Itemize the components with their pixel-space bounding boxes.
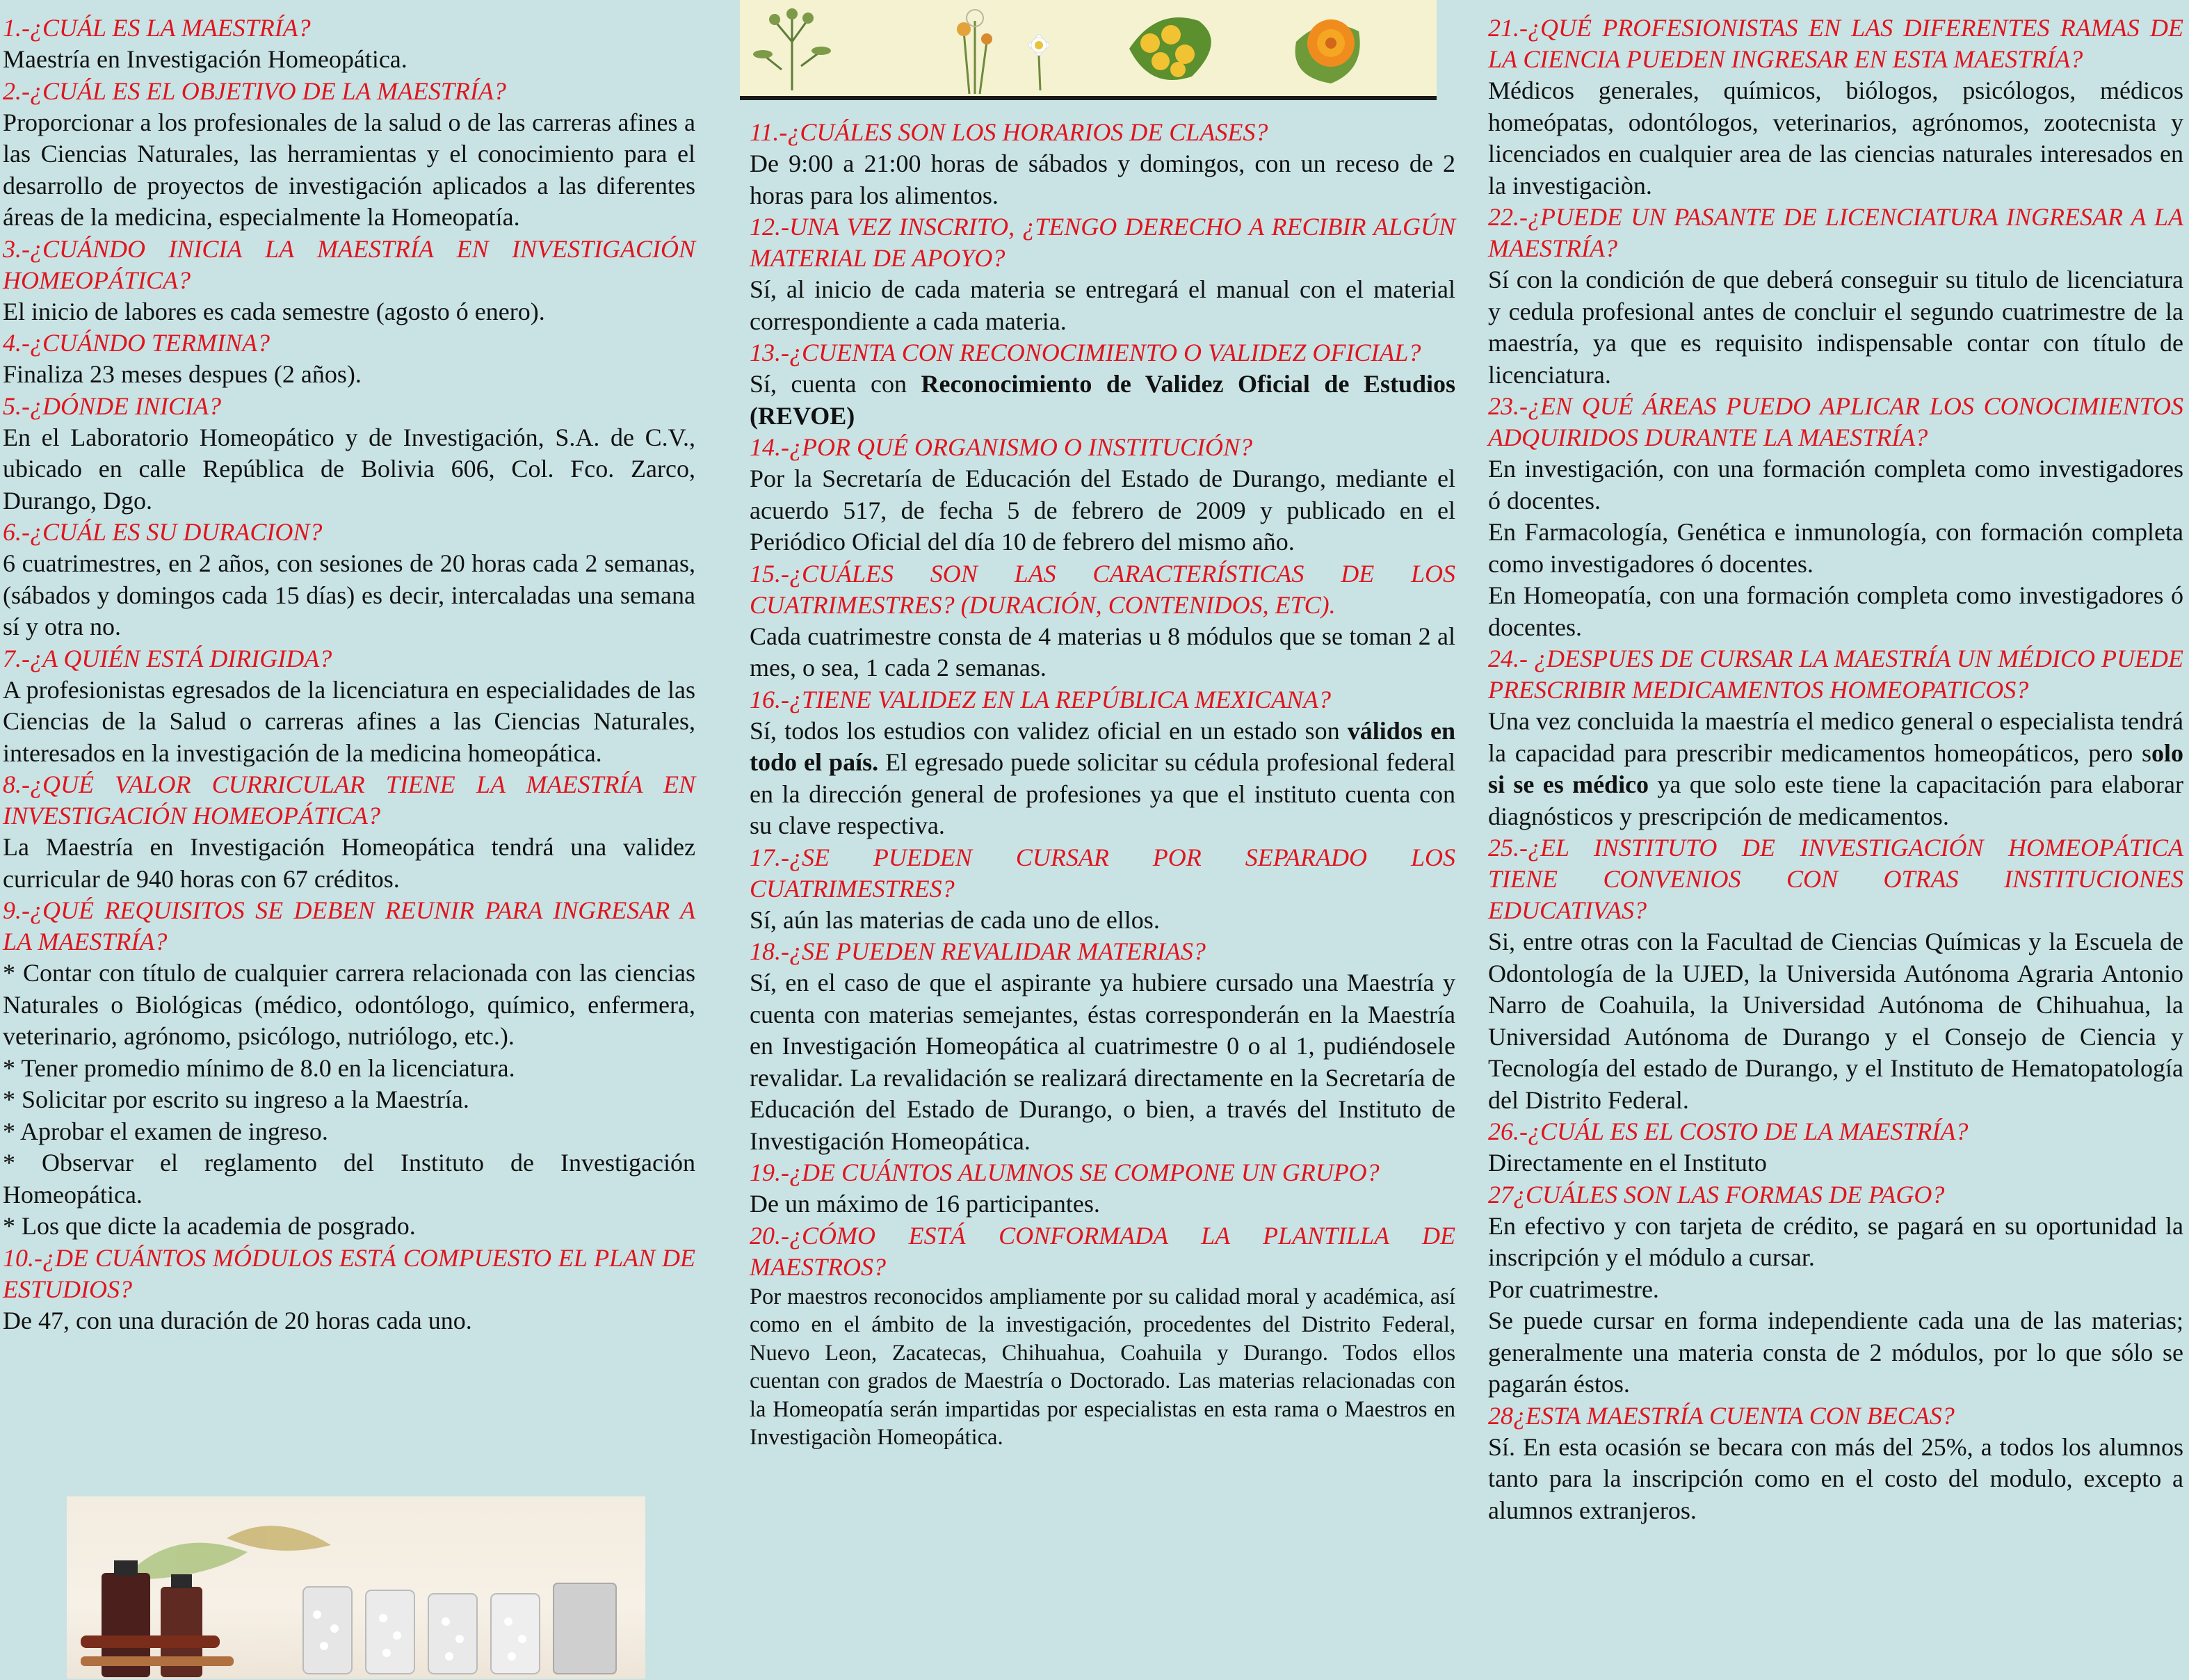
faq-answer: 6 cuatrimestres, en 2 años, con sesiones de 20 horas cada 2 semanas, (sábados y domingos cada 15 días) es decir, intercaladas una semana sí y otra no. <box>3 549 695 640</box>
faq-answer-text: Sí, todos los estudios con validez oficial en un estado son <box>750 716 1348 745</box>
faq-question: 5.-¿DÓNDE INICIA? <box>3 391 221 420</box>
faq-item <box>3 895 695 1243</box>
faq-item <box>750 684 1455 842</box>
faq-item <box>1488 832 2183 1116</box>
faq-answer-bold: olo si se es médico <box>1488 738 2183 798</box>
faq-answer: De 9:00 a 21:00 horas de sábados y domingos, con un receso de 2 horas para los alimentos. <box>750 150 1455 209</box>
faq-question: 25.-¿EL INSTITUTO DE INVESTIGACIÓN HOMEOPÁTICA TIENE CONVENIOS CON OTRAS INSTITUCIONES EDUCATIVAS? <box>1488 834 2183 924</box>
faq-item <box>1488 391 2183 643</box>
faq-item <box>1488 13 2183 202</box>
faq-answer: Cada cuatrimestre consta de 4 materias u 8 módulos que se toman 2 al mes, o sea, 1 cada 2 semanas. <box>750 622 1455 681</box>
faq-item <box>750 337 1455 432</box>
faq-item <box>3 76 695 234</box>
faq-question: 7.-¿A QUIÉN ESTÁ DIRIGIDA? <box>3 644 332 672</box>
faq-question: 2.-¿CUÁL ES EL OBJETIVO DE LA MAESTRÍA? <box>3 76 506 105</box>
faq-answer: Médicos generales, químicos, biólogos, psicólogos, médicos homeópatas, odontólogos, veterinarios, agrónomos, zootecnista y licenciados en cualquier area de las ciencias naturales interesados en la investigaciòn. <box>1488 76 2183 200</box>
faq-item <box>3 769 695 895</box>
faq-item <box>750 842 1455 937</box>
faq-answer: * Solicitar por escrito su ingreso a la Maestría. <box>3 1085 469 1113</box>
faq-question: 20.-¿CÓMO ESTÁ CONFORMADA LA PLANTILLA DE MAESTROS? <box>750 1221 1455 1281</box>
faq-question: 4.-¿CUÁNDO TERMINA? <box>3 329 270 357</box>
faq-answer: Si, entre otras con la Facultad de Ciencias Químicas y la Escuela de Odontología de la UJED, la Universida Autónoma Agraria Antonio Narro de Coahuila, la Universidad Autónoma de Chihuahua, la Universidad Autónoma de Durango y el Consejo de Ciencia y Tecnología del estado de Durango, y el Instituto de Hematopatología del Distrito Federal. <box>1488 928 2183 1114</box>
faq-answer: Maestría en Investigación Homeopática. <box>3 45 407 73</box>
faq-item <box>750 936 1455 1157</box>
faq-answer: Se puede cursar en forma independiente cada una de las materias; generalmente una materia consta de 2 módulos, por lo que sólo se pagarán éstos. <box>1488 1307 2183 1398</box>
faq-question: 10.-¿DE CUÁNTOS MÓDULOS ESTÁ COMPUESTO EL PLAN DE ESTUDIOS? <box>3 1243 695 1303</box>
faq-question: 22.-¿PUEDE UN PASANTE DE LICENCIATURA INGRESAR A LA MAESTRÍA? <box>1488 203 2183 262</box>
faq-answer: Directamente en el Instituto <box>1488 1149 1767 1177</box>
faq-item <box>750 432 1455 558</box>
faq-question: 6.-¿CUÁL ES SU DURACION? <box>3 518 323 546</box>
faq-question: 23.-¿EN QUÉ ÁREAS PUEDO APLICAR LOS CONOCIMIENTOS ADQUIRIDOS DURANTE LA MAESTRÍA? <box>1488 392 2183 451</box>
faq-question: 1.-¿CUÁL ES LA MAESTRÍA? <box>3 14 311 42</box>
faq-answer: En investigación, con una formación completa como investigadores ó docentes. <box>1488 455 2183 515</box>
faq-answer: Sí. En esta ocasión se becara con más del 25%, a todos los alumnos tanto para la inscripción como en el costo del modulo, excepto a alumnos extranjeros. <box>1488 1432 2183 1524</box>
faq-answer: * Contar con título de cualquier carrera relacionada con las ciencias Naturales o Biológicas (médico, odontólogo, químico, enfermera, veterinario, agrónomo, psicólogo, nutriólogo, etc.). <box>3 959 695 1050</box>
flower-banner-image <box>740 0 1437 100</box>
faq-answer <box>1488 706 2183 832</box>
faq-answer: * Observar el reglamento del Instituto de Investigación Homeopática. <box>3 1149 695 1209</box>
faq-item <box>1488 1179 2183 1400</box>
faq-answer: La Maestría en Investigación Homeopática tendrá una validez curricular de 940 horas con 67 créditos. <box>3 833 695 893</box>
faq-question: 17.-¿SE PUEDEN CURSAR POR SEPARADO LOS CUATRIMESTRES? <box>750 843 1455 903</box>
faq-answer: En Homeopatía, con una formación completa como investigadores ó docentes. <box>1488 581 2183 641</box>
homeopathy-photo <box>67 1496 645 1679</box>
faq-question: 12.-UNA VEZ INSCRITO, ¿TENGO DERECHO A RECIBIR ALGÚN MATERIAL DE APOYO? <box>750 213 1455 272</box>
column-3 <box>1488 0 2183 1680</box>
faq-question: 18.-¿SE PUEDEN REVALIDAR MATERIAS? <box>750 937 1206 965</box>
faq-answer: Sí, en el caso de que el aspirante ya hubiere cursado una Maestría y cuenta con materias semejantes, éstas corresponderán en la Maestría en Investigación Homeopática al cuatrimestre 0 o al 1, pudiéndosele revalidar. La revalidación se realizará directamente en la Secretaría de Educación del Estado de Durango, o bien, a través del Instituto de Investigación Homeopática. <box>750 969 1455 1155</box>
faq-item <box>1488 1400 2183 1527</box>
faq-item <box>750 558 1455 684</box>
faq-answer: * Tener promedio mínimo de 8.0 en la licenciatura. <box>3 1053 515 1082</box>
faq-answer: Sí con la condición de que deberá conseguir su titulo de licenciatura y cedula profesional antes de concluir el segundo cuatrimestre de la maestría, ya que es requisito indispensable contar con título de licenciatura. <box>1488 266 2183 389</box>
faq-item <box>750 1157 1455 1220</box>
faq-item <box>750 1220 1455 1452</box>
faq-item <box>3 391 695 517</box>
faq-question: 13.-¿CUENTA CON RECONOCIMIENTO O VALIDEZ OFICIAL? <box>750 339 1421 366</box>
faq-answer: Por maestros reconocidos ampliamente por su calidad moral y académica, así como en el ámbito de la investigación, procedentes del Distrito Federal, Nuevo Leon, Zacatecas, Chihuahua, Coahuila y Durango. Todos ellos cuentan con grados de Maestría o Doctorado. Las materias relacionadas con la Homeopatía serán impartidas por especialistas en esta rama o Maestros en Investigaciòn Homeopática. <box>750 1284 1455 1450</box>
faq-answer: Sí, al inicio de cada materia se entregará el manual con el material correspondiente a cada materia. <box>750 275 1455 335</box>
faq-answer: Proporcionar a los profesionales de la salud o de las carreras afines a las Ciencias Naturales, las herramientas y el conocimiento para el desarrollo de proyectos de investigación aplicados a las diferentes áreas de la medicina, especialmente la Homeopatía. <box>3 108 695 231</box>
faq-item <box>3 328 695 391</box>
faq-item <box>3 13 695 76</box>
faq-question: 8.-¿QUÉ VALOR CURRICULAR TIENE LA MAESTRÍA EN INVESTIGACIÓN HOMEOPÁTICA? <box>3 770 695 830</box>
faq-item <box>3 517 695 643</box>
faq-answer-text: Sí, cuenta con <box>750 370 921 398</box>
faq-answer: De 47, con una duración de 20 horas cada uno. <box>3 1306 472 1334</box>
faq-item <box>750 117 1455 211</box>
faq-question: 19.-¿DE CUÁNTOS ALUMNOS SE COMPONE UN GRUPO? <box>750 1158 1380 1186</box>
faq-question: 15.-¿CUÁLES SON LAS CARACTERÍSTICAS DE LOS CUATRIMESTRES? (DURACIÓN, CONTENIDOS, ETC). <box>750 559 1455 619</box>
faq-question: 27¿CUÁLES SON LAS FORMAS DE PAGO? <box>1488 1180 1945 1209</box>
faq-answer-bold: Reconocimiento de Validez Oficial de Estudios (REVOE) <box>750 370 1455 430</box>
faq-answer: De un máximo de 16 participantes. <box>750 1190 1100 1218</box>
homeopathy-bottles-icon <box>67 1496 645 1679</box>
faq-answer: En efectivo y con tarjeta de crédito, se pagará en su oportunidad la inscripción y el módulo a cursar. <box>1488 1211 2183 1271</box>
faq-item <box>750 211 1455 337</box>
faq-answer-bold: válidos en todo el país. <box>750 716 1455 776</box>
faq-answer: A profesionistas egresados de la licenciatura en especialidades de las Ciencias de la Salud o carreras afines a las Ciencias Naturales, interesados en la investigación de la medicina homeopática. <box>3 675 695 767</box>
faq-item <box>3 234 695 328</box>
column-2-content <box>750 100 1455 1452</box>
faq-answer-text: El egresado puede solicitar su cédula profesional federal en la dirección general de profesiones ya que el instituto cuenta con su clave respectiva. <box>750 748 1455 839</box>
faq-item <box>3 1243 695 1337</box>
faq-question: 26.-¿CUÁL ES EL COSTO DE LA MAESTRÍA? <box>1488 1117 1969 1145</box>
faq-item <box>1488 643 2183 832</box>
faq-item <box>3 643 695 770</box>
faq-answer: En el Laboratorio Homeopático y de Investigación, S.A. de C.V., ubicado en calle República de Bolivia 606, Col. Fco. Zarco, Durango, Dgo. <box>3 423 695 515</box>
faq-answer <box>750 716 1455 842</box>
faq-question: 28¿ESTA MAESTRÍA CUENTA CON BECAS? <box>1488 1401 1955 1430</box>
faq-question: 16.-¿TIENE VALIDEZ EN LA REPÚBLICA MEXICANA? <box>750 685 1331 713</box>
faq-question: 24.- ¿DESPUES DE CURSAR LA MAESTRÍA UN MÉDICO PUEDE PRESCRIBIR MEDICAMENTOS HOMEOPATICOS? <box>1488 645 2183 704</box>
faq-answer: En Farmacología, Genética e inmunología, con formación completa como investigadores ó docentes. <box>1488 518 2183 578</box>
faq-item <box>1488 202 2183 391</box>
flower-illustrations-icon <box>740 0 1437 96</box>
faq-answer: El inicio de labores es cada semestre (agosto ó enero). <box>3 297 545 325</box>
faq-item <box>1488 1116 2183 1179</box>
faq-question: 3.-¿CUÁNDO INICIA LA MAESTRÍA EN INVESTIGACIÓN HOMEOPÁTICA? <box>3 234 695 294</box>
column-1 <box>0 0 695 1680</box>
faq-answer <box>750 369 1455 432</box>
faq-answer: * Aprobar el examen de ingreso. <box>3 1117 328 1145</box>
faq-answer: * Los que dicte la academia de posgrado. <box>3 1212 416 1240</box>
faq-answer: Sí, aún las materias de cada uno de ellos. <box>750 905 1160 934</box>
faq-answer: Finaliza 23 meses despues (2 años). <box>3 360 362 388</box>
faq-question: 9.-¿QUÉ REQUISITOS SE DEBEN REUNIR PARA INGRESAR A LA MAESTRÍA? <box>3 896 695 955</box>
faq-question: 11.-¿CUÁLES SON LOS HORARIOS DE CLASES? <box>750 118 1268 146</box>
faq-answer: Por cuatrimestre. <box>1488 1275 1659 1303</box>
faq-answer: Por la Secretaría de Educación del Estado de Durango, mediante el acuerdo 517, de fecha 5 de febrero de 2009 y publicado en el Periódico Oficial del día 10 de febrero del mismo año. <box>750 465 1455 556</box>
faq-answer-text: Una vez concluida la maestría el medico general o especialista tendrá la capacidad para prescribir medicamentos homeopáticos, pero s <box>1488 707 2183 767</box>
faq-answer-text: ya que solo este tiene la capacitación para elaborar diagnósticos y prescripción de medicamentos. <box>1488 770 2183 830</box>
faq-question: 21.-¿QUÉ PROFESIONISTAS EN LAS DIFERENTES RAMAS DE LA CIENCIA PUEDEN INGRESAR EN ESTA MAESTRÍA? <box>1488 14 2183 73</box>
column-2 <box>750 0 1455 1680</box>
faq-question: 14.-¿POR QUÉ ORGANISMO O INSTITUCIÓN? <box>750 433 1252 461</box>
